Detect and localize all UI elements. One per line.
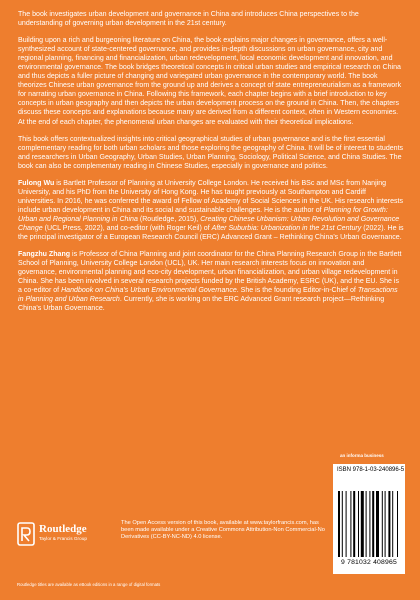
book-title: After Suburbia: Urbanization in the 21st Century [211,224,362,232]
ebook-footer-note: Routledge titles are available as eBook editions in a range of digital formats [17,582,161,587]
bio-text: (Routledge, 2015), [137,215,201,223]
open-access-notice: The Open Access version of this book, available at www.taylorfrancis.com, has been made available under a Creative Commons Attribution-Non Commercial-No Derivatives (CC-BY-NC-ND) 4.0 license. [121,520,325,541]
bio-text: is Bartlett Professor of Planning at University College London. He received his BSc and MSc from Nanjing University, and his PhD from the University of Hong Kong. He has taught previously at Southampton and Cardiff universities. In 2016, he was conferred the award of Fellow of Academy of Social Sciences in the UK. His research interests include urban development in China and its social and sustainable challenges. He is the author of [18,179,404,214]
intro-paragraph: The book investigates urban development and governance in China and introduces China perspectives to the understanding of governing urban development in the 21st century. [18,11,359,28]
bio-text: (UCL Press, 2022), and co-editor (with Roger Keil) of [42,224,212,232]
informa-badge: an informa business [340,453,384,458]
bio-text: (2022). He is the principal investigator of a European Research Council (ERC) Advanced Grant – Rethinking China's Urban Governance. [18,224,404,242]
author-name: Fulong Wu [18,179,55,187]
author-bio-fangzhu-zhang [18,250,404,313]
book-title: Handbook on China's Urban Environmental Governance [61,287,237,295]
book-title: Transactions in Planning and Urban Research [18,287,398,304]
back-cover-text [18,10,404,321]
barcode-icon [338,491,400,557]
book-title: Creating Chinese Urbanism: Urban Revolution and Governance Change [18,215,400,232]
overview-paragraph: Building upon a rich and burgeoning literature on China, the book explains major changes in governance, offers a well-synthesized account of state-centered governance, and provides in-depth discussions on urban governance, city and regional planning, financing and financialization, urban redevelopment, local economic development and innovation, and environmental governance. The book bridges theoretical concepts in critical urban studies and empirical research on China and thus depicts a fuller picture of changing and variegated urban governance in the contemporary world. The book theorizes Chinese urban governance from the ground up and derives a concept of state entrepreneurialism as a framework for narrating urban governance in China. Following this framework, each chapter begins with a brief introduction to key concepts in urban geography and then depicts the urban development process on the ground in China. Then, the chapters discuss these concepts and explanations because many are derived from a different context, often in Western economies. At the end of each chapter, the phenomenal urban changes are evaluated with their theoretical implications. [18,37,402,126]
publisher-logo [17,520,107,550]
barcode-number: 9 781032 408965 [341,559,397,566]
author-name: Fangzhu Zhang [18,251,71,259]
publisher-subtitle: Taylor & Francis Group [39,536,87,541]
routledge-logo-icon [17,522,35,546]
barcode-block [333,464,405,574]
bio-text: . Currently, she is working on the ERC Advanced Grant research project—Rethinking China's Urban Governance. [18,296,385,313]
publisher-name: Routledge [39,523,87,535]
bio-text: is Professor of China Planning and joint coordinator for the China Planning Research Group in the Bartlett School of Planning, University College London (UCL), UK. Her main research interests focus on innovation and governance, environmental planning and eco-city development, urban financialization, and urban village redevelopment in China. She has been involved in several research projects funded by the British Academy, ESRC (UK), and the EU. She is a co-editor of [18,251,402,295]
author-bio-fulong-wu [18,179,404,242]
book-title: Planning for Growth: Urban and Regional Planning in China [18,206,388,223]
isbn-label: ISBN 978-1-03-240896-5 [337,467,405,473]
bio-text: . She is the founding Editor-in-Chief of [236,287,358,295]
audience-paragraph: This book offers contextualized insights into critical geographical studies of urban governance and is the first essential complementary reading for both urban scholars and those exploring the geography of China. It will be of interest to students and researchers in Urban Geography, Urban Studies, Urban Planning, Sociology, Political Science, and China Studies. The book can also be complementary reading in Chinese Studies, especially in governance and politics. [18,135,404,170]
